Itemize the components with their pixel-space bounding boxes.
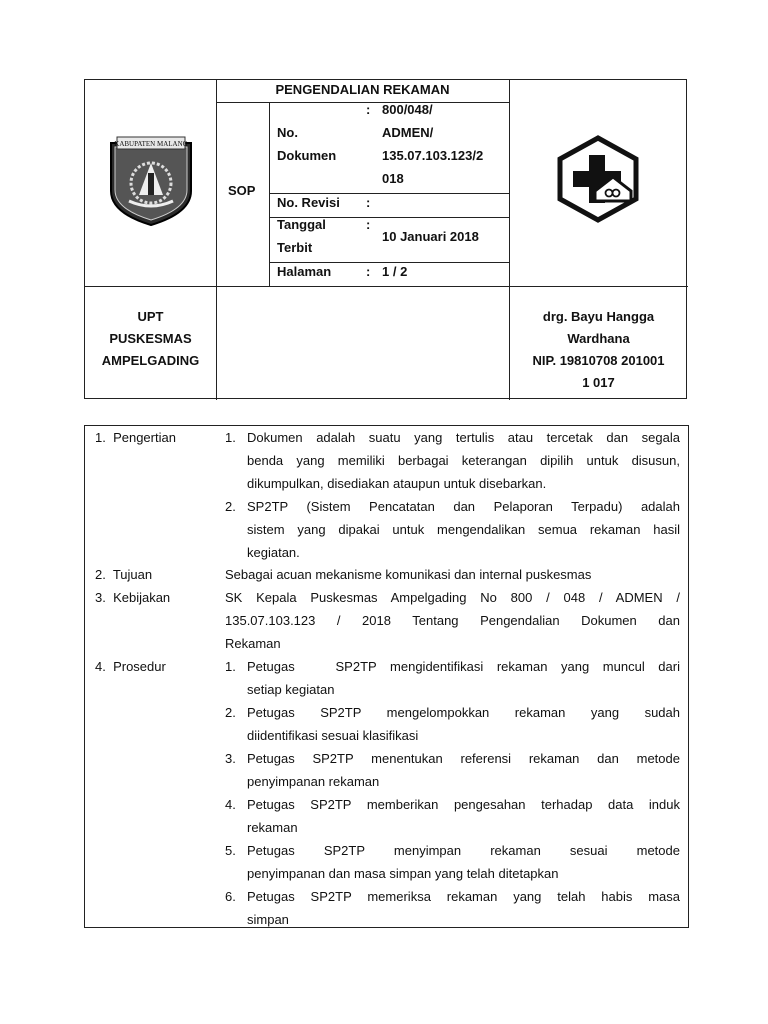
list-number: 1. bbox=[225, 430, 236, 445]
field-label-tanggal-1: Tanggal bbox=[277, 217, 326, 232]
paragraph-line: SK Kepala Puskesmas Ampelgading No 800 / 048 / ADMEN / bbox=[225, 590, 680, 605]
list-line: benda yang memiliki berbagai keterangan dipilih untuk disusun, bbox=[247, 453, 680, 468]
list-line: Petugas SP2TP memeriksa rekaman yang telah habis masa bbox=[247, 889, 680, 904]
list-line: diidentifikasi sesuai klasifikasi bbox=[247, 728, 419, 743]
list-line: dikumpulkan, disediakan ataupun untuk disebarkan. bbox=[247, 476, 547, 491]
list-item bbox=[225, 495, 680, 564]
section-content-tujuan bbox=[225, 563, 680, 586]
list-line: Petugas SP2TP mengidentifikasi rekaman yang muncul dari bbox=[247, 659, 680, 674]
section-content-pengertian bbox=[225, 426, 680, 564]
divider bbox=[85, 931, 688, 932]
list-item bbox=[225, 426, 680, 495]
list-number: 3. bbox=[225, 751, 236, 766]
list-number: 4. bbox=[225, 797, 236, 812]
field-sep: : bbox=[366, 195, 371, 210]
section-label-pengertian: 1. Pengertian bbox=[95, 430, 176, 445]
org-name-line-2: PUSKESMAS bbox=[109, 331, 192, 346]
document-title: PENGENDALIAN REKAMAN bbox=[275, 82, 450, 97]
list-line: Dokumen adalah suatu yang tertulis atau tercetak dan segala bbox=[247, 430, 680, 445]
field-label-halaman: Halaman bbox=[277, 264, 332, 279]
section-content-kebijakan bbox=[225, 586, 680, 655]
field-label-tanggal-2: Terbit bbox=[277, 240, 313, 255]
section-label-prosedur: 4. Prosedur bbox=[95, 659, 166, 674]
kabupaten-malang-logo bbox=[107, 135, 195, 227]
sop-header-table bbox=[84, 79, 687, 399]
sop-body-table bbox=[84, 425, 689, 928]
field-label-no-revisi: No. Revisi bbox=[277, 195, 340, 210]
paragraph-line: Sebagai acuan mekanisme komunikasi dan internal puskesmas bbox=[225, 567, 592, 582]
divider bbox=[216, 80, 217, 400]
org-name-line-3: AMPELGADING bbox=[101, 353, 200, 368]
field-label-no-dokumen-1: No. bbox=[277, 125, 298, 140]
list-line: setiap kegiatan bbox=[247, 682, 335, 697]
section-content-prosedur bbox=[225, 655, 680, 931]
signer-line-1: drg. Bayu Hangga bbox=[542, 309, 655, 324]
list-line: simpan bbox=[247, 912, 289, 927]
list-item bbox=[225, 701, 680, 747]
signer-line-4: 1 017 bbox=[582, 375, 615, 390]
signer-line-2: Wardhana bbox=[567, 331, 630, 346]
field-sep: : bbox=[366, 217, 371, 232]
list-line: sistem yang dipakai untuk mengendalikan semua rekaman hasil bbox=[247, 522, 680, 537]
list-line: penyimpanan dan masa simpan yang telah ditetapkan bbox=[247, 866, 559, 881]
field-value-no-dokumen-1: 800/048/ bbox=[382, 102, 433, 117]
list-number: 5. bbox=[225, 843, 236, 858]
divider bbox=[85, 426, 86, 929]
divider bbox=[85, 286, 688, 287]
field-label-no-dokumen-2: Dokumen bbox=[277, 148, 337, 163]
field-value-halaman: 1 / 2 bbox=[382, 264, 408, 279]
list-item bbox=[225, 793, 680, 839]
divider bbox=[269, 102, 270, 286]
logo-text: KABUPATEN MALANG bbox=[114, 140, 188, 148]
field-value-tanggal: 10 Januari 2018 bbox=[382, 229, 479, 244]
puskesmas-logo bbox=[555, 135, 641, 223]
list-item bbox=[225, 747, 680, 793]
signer-line-3: NIP. 19810708 201001 bbox=[532, 353, 665, 368]
list-line: Petugas SP2TP menyimpan rekaman sesuai metode bbox=[247, 843, 680, 858]
field-sep: : bbox=[366, 102, 371, 117]
section-label-tujuan: 2. Tujuan bbox=[95, 567, 153, 582]
paragraph-line: 135.07.103.123 / 2018 Tentang Pengendalian Dokumen dan bbox=[225, 613, 680, 628]
org-name-line-1: UPT bbox=[137, 309, 164, 324]
field-value-no-dokumen-3: 135.07.103.123/2 bbox=[382, 148, 484, 163]
divider bbox=[216, 102, 509, 103]
list-line: Petugas SP2TP menentukan referensi rekaman dan metode bbox=[247, 751, 680, 766]
list-line: Petugas SP2TP mengelompokkan rekaman yang sudah bbox=[247, 705, 680, 720]
list-number: 1. bbox=[225, 659, 236, 674]
section-label-kebijakan: 3. Kebijakan bbox=[95, 590, 171, 605]
field-sep: : bbox=[366, 264, 371, 279]
list-line: penyimpanan rekaman bbox=[247, 774, 380, 789]
list-line: kegiatan. bbox=[247, 545, 300, 560]
list-line: rekaman bbox=[247, 820, 298, 835]
field-value-no-dokumen-4: 018 bbox=[382, 171, 404, 186]
list-line: SP2TP (Sistem Pencatatan dan Pelaporan Terpadu) adalah bbox=[247, 499, 680, 514]
list-line: Petugas SP2TP memberikan pengesahan terhadap data induk bbox=[247, 797, 680, 812]
list-item bbox=[225, 885, 680, 931]
list-number: 2. bbox=[225, 499, 236, 514]
list-number: 2. bbox=[225, 705, 236, 720]
list-item bbox=[225, 655, 680, 701]
list-number: 6. bbox=[225, 889, 236, 904]
paragraph-line: Rekaman bbox=[225, 636, 281, 651]
list-item bbox=[225, 839, 680, 885]
sop-label: SOP bbox=[228, 183, 256, 198]
field-value-no-dokumen-2: ADMEN/ bbox=[382, 125, 434, 140]
